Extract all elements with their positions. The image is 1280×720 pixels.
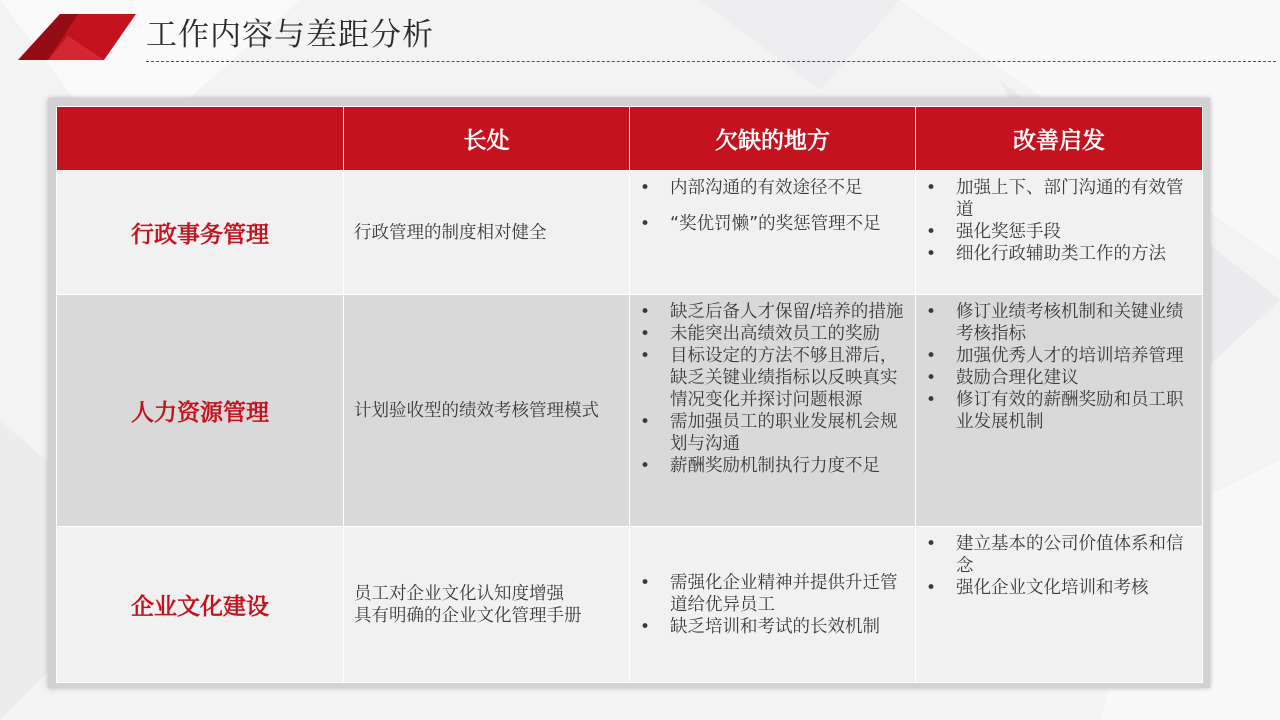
header-category [57,107,344,171]
strength-text: 计划验收型的绩效考核管理模式 [354,400,599,421]
improvement-item: • 鼓励合理化建议 [926,367,1194,389]
gap-item: • 薪酬奖励机制执行力度不足 [640,455,907,477]
gap-analysis-table [56,106,1203,683]
category-cell: 企业文化建设 [57,527,344,683]
improvement-item: • 加强上下、部门沟通的有效管道 [926,177,1194,221]
improvement-item: • 强化企业文化培训和考核 [926,577,1194,599]
improvements-cell [916,527,1203,683]
improvement-item: • 修订业绩考核机制和关键业绩考核指标 [926,301,1194,345]
strength-cell [344,171,630,295]
header-logo-mark [18,14,136,60]
strength-cell [344,295,630,527]
page-title: 工作内容与差距分析 [146,17,434,53]
gap-item: • 需强化企业精神并提供升迁管道给优异员工 [640,572,907,616]
strength-text: 具有明确的企业文化管理手册 [354,605,582,626]
improvements-list [926,177,1194,265]
strength-text: 员工对企业文化认知度增强 [354,583,564,604]
gaps-list [640,572,907,638]
improvements-list [926,533,1194,599]
gaps-cell [630,295,916,527]
gap-item: • 未能突出高绩效员工的奖励 [640,323,907,345]
improvement-item: • 强化奖惩手段 [926,221,1194,243]
header-gaps: 欠缺的地方 [630,107,916,171]
improvement-item: • 加强优秀人才的培训培养管理 [926,345,1194,367]
gap-item: • 内部沟通的有效途径不足 [640,177,907,199]
table-row-hr [57,295,1203,527]
gap-item: • 缺乏培训和考试的长效机制 [640,616,907,638]
gaps-list [640,177,907,235]
table-row-culture [57,527,1203,683]
gap-item: • 缺乏后备人才保留/培养的措施 [640,301,907,323]
improvement-item: • 修订有效的薪酬奖励和员工职业发展机制 [926,389,1194,433]
gaps-cell [630,171,916,295]
improvement-item: • 细化行政辅助类工作的方法 [926,243,1194,265]
gap-item: • “奖优罚懒”的奖惩管理不足 [640,213,907,235]
title-divider [146,61,1276,62]
header-strengths: 长处 [344,107,630,171]
strength-cell [344,527,630,683]
gap-item: • 目标设定的方法不够且滞后，缺乏关键业绩指标以反映真实情况变化并探讨问题根源 [640,345,907,411]
improvement-item: • 建立基本的公司价值体系和信念 [926,533,1194,577]
improvements-cell [916,171,1203,295]
header-improvements: 改善启发 [916,107,1203,171]
gap-item: • 需加强员工的职业发展机会规划与沟通 [640,411,907,455]
category-cell: 行政事务管理 [57,171,344,295]
strength-text: 行政管理的制度相对健全 [354,222,547,243]
gaps-cell [630,527,916,683]
gaps-list [640,301,907,477]
category-cell: 人力资源管理 [57,295,344,527]
improvements-cell [916,295,1203,527]
improvements-list [926,301,1194,433]
table-header-row [57,107,1203,171]
table-row-admin [57,171,1203,295]
